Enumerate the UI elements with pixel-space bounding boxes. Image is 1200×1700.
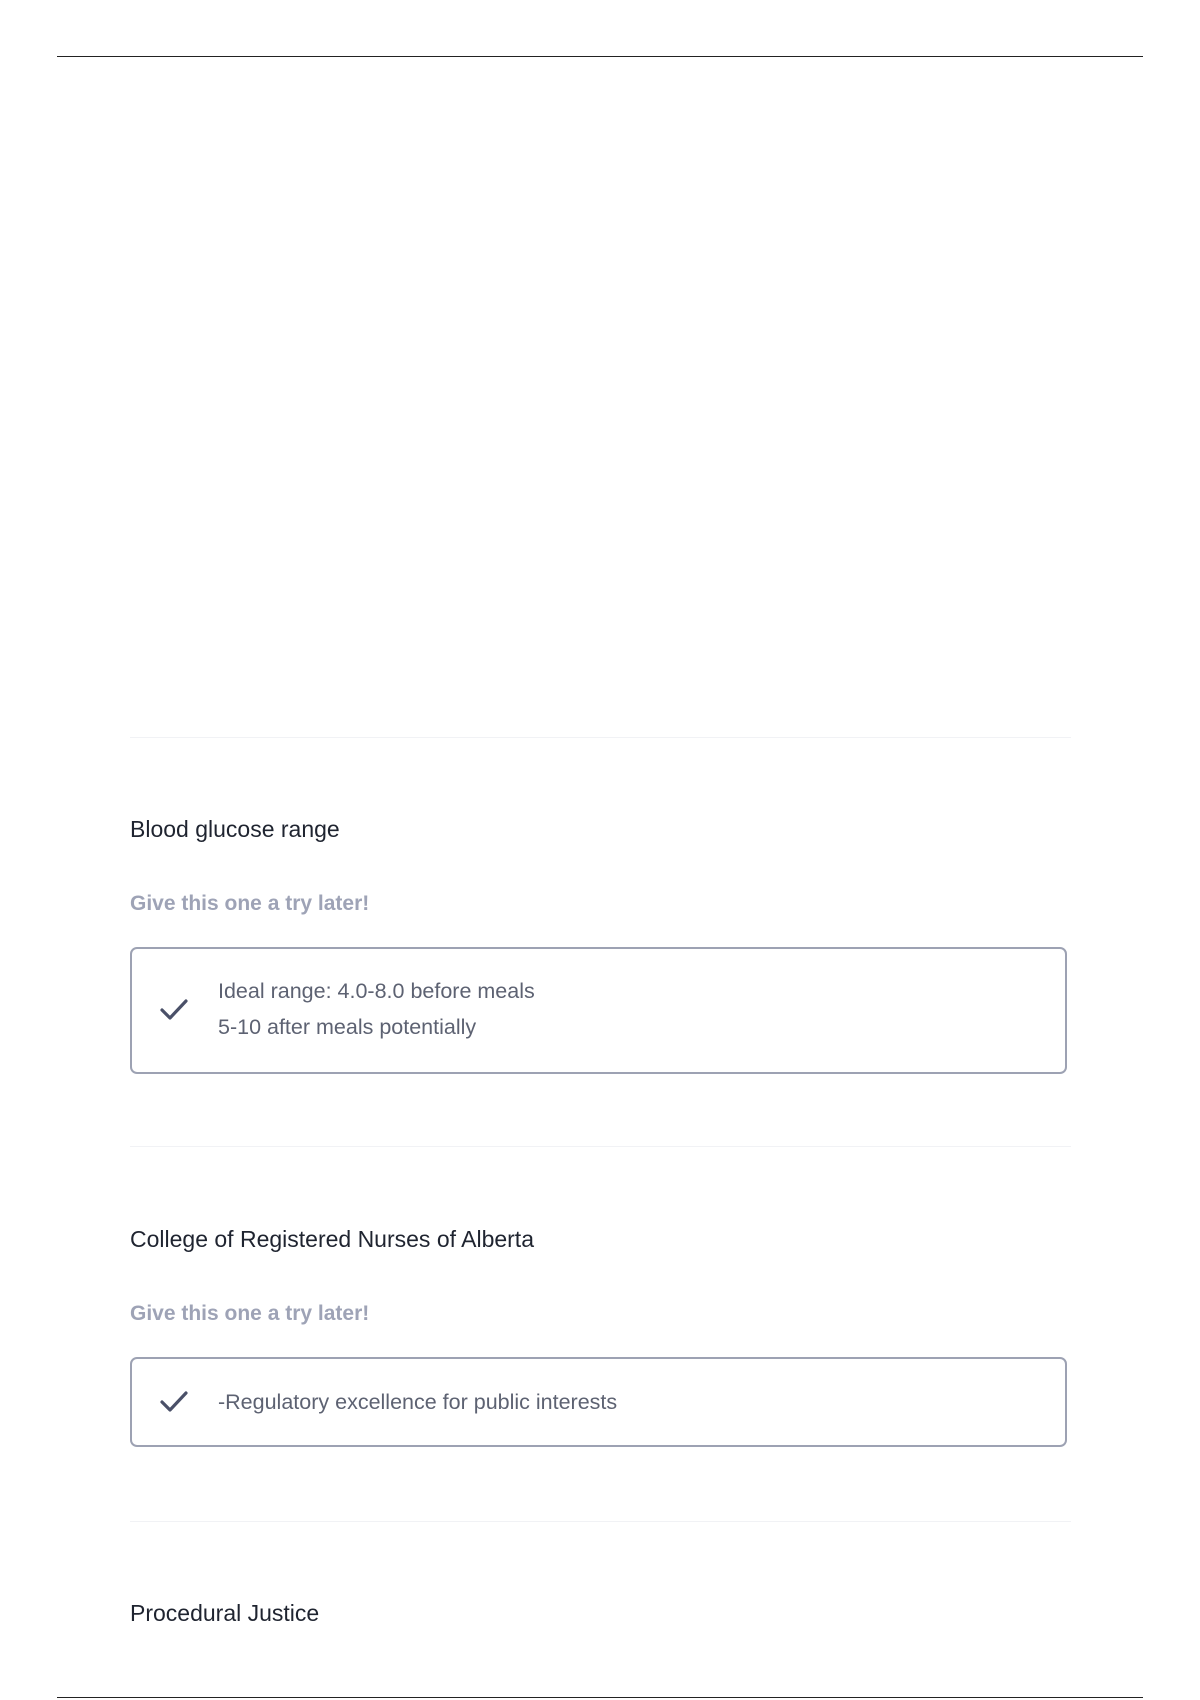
answer-line: Ideal range: 4.0-8.0 before meals	[218, 979, 535, 1003]
answer-line: -Regulatory excellence for public interests	[218, 1390, 618, 1414]
card-hint: Give this one a try later!	[130, 1302, 370, 1325]
answer-box[interactable]	[130, 1357, 1067, 1447]
answer-line: 5-10 after meals potentially	[218, 1015, 477, 1039]
answer-box[interactable]	[130, 947, 1067, 1074]
section-divider	[130, 737, 1071, 738]
answer-text	[218, 973, 535, 1045]
card-term: Procedural Justice	[130, 1600, 320, 1626]
card-term: College of Registered Nurses of Alberta	[130, 1226, 534, 1252]
check-icon	[158, 1386, 190, 1418]
check-icon	[158, 994, 190, 1026]
section-divider	[130, 1521, 1071, 1522]
card-term: Blood glucose range	[130, 816, 340, 842]
answer-text	[218, 1384, 617, 1420]
card-hint: Give this one a try later!	[130, 892, 370, 915]
section-divider	[130, 1146, 1071, 1147]
page-bottom-rule	[57, 1697, 1143, 1698]
page-top-rule	[57, 56, 1143, 57]
